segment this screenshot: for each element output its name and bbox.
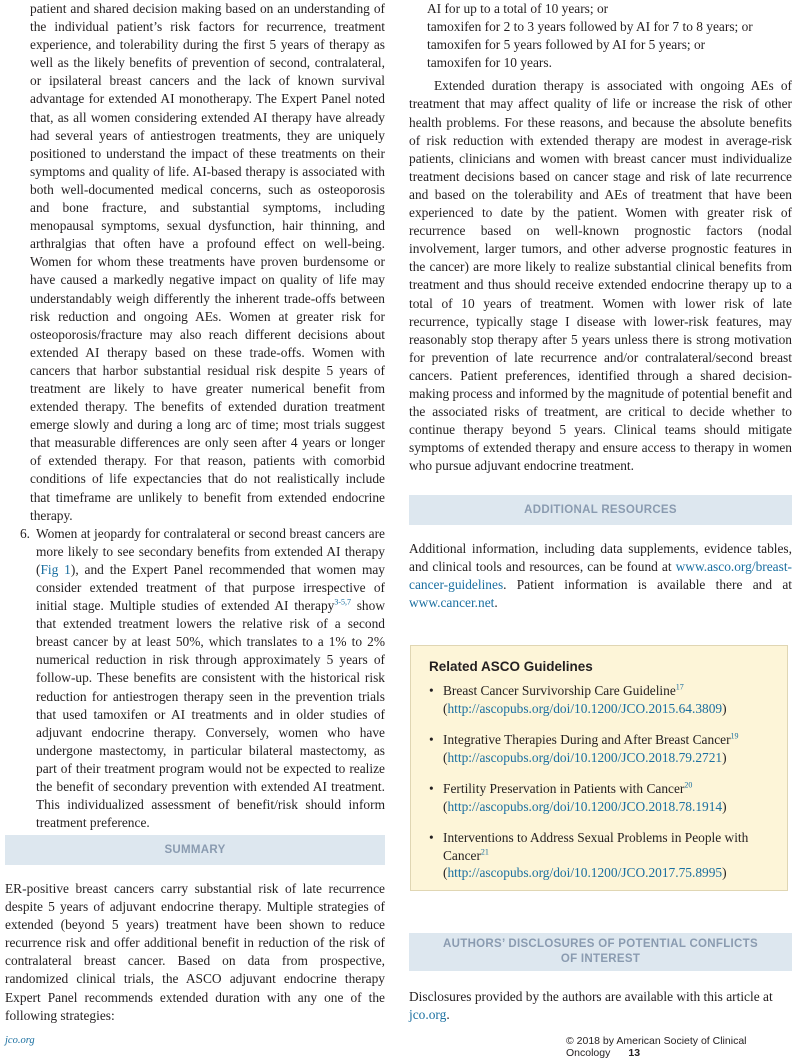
strategy-2: tamoxifen for 2 to 3 years followed by AI for 7 to 8 years; or: [427, 19, 753, 35]
strategy-4: tamoxifen for 10 years.: [427, 55, 552, 71]
summary-text: ER-positive breast cancers carry substantial risk of late recurrence despite 5 years of adjuvant endocrine therapy. Multiple strategies of extended (beyond 5 years) treatment have been shown to reduce recurrence risk and offer additional benefit in reduction of the risk of contralateral breast cancer. Based on data from prospective, randomized clinical trials, the ASCO adjuvant endocrine therapy Expert Panel recommends extended duration with any one of the following strategies:: [5, 881, 385, 1023]
disclosures-text: Disclosures provided by the authors are available with this article at jco.org.: [409, 989, 773, 1023]
related-guideline-item: • Fertility Preservation in Patients with Cancer$^{20}$ (http://ascopubs.org/doi/10.1200/JCO.2018.78.1914): [429, 780, 771, 815]
right-column: [409, 0, 792, 475]
strategy-3: tamoxifen for 5 years followed by AI for 5 years; or: [427, 37, 706, 53]
related-guidelines-list: [429, 682, 771, 882]
strategy-1: AI for up to a total of 10 years; or: [427, 1, 609, 16]
summary-section: [5, 880, 385, 1025]
related-guideline-item: • Breast Cancer Survivorship Care Guideline$^{17}$ (http://ascopubs.org/doi/10.1200/JCO.2015.64.3809): [429, 682, 771, 717]
related-guidelines-box: [410, 645, 788, 891]
guideline-link[interactable]: http://ascopubs.org/doi/10.1200/JCO.2017.75.8995: [447, 865, 723, 880]
related-guideline-item: • Integrative Therapies During and After Breast Cancer$^{19}$ (http://ascopubs.org/doi/10.1200/JCO.2018.79.2721): [429, 731, 771, 766]
related-guideline-item: • Interventions to Address Sexual Problems in People with Cancer$^{21}$ (http://ascopubs.org/doi/10.1200/JCO.2017.75.8995): [429, 829, 771, 882]
reference-superscript[interactable]: 3-5,7: [334, 597, 352, 607]
jco-link[interactable]: jco.org: [409, 1007, 447, 1023]
paragraph-item5-continued: patient and shared decision making based on an understanding of the individual patient’s risk factors for recurrence, treatment experience, and tolerability during the first 5 years of therapy as well as the likely benefits of prevention of second, contralateral, or ipsilateral breast cancers and the lack of known survival advantage for extended AI monotherapy. The Expert Panel noted that, as all women considering extended AI therapy have already had several years of antiestrogen treatments, they are uniquely positioned to understand the impact of these treatments on their symptoms and quality of life. AI-based therapy is associated with both well-documented medical concerns, such as osteoporosis and bone fracture, and substantial symptoms, including menopausal symptoms, sexual dysfunction, hair thinning, and arthralgias that often have a profound effect on well-being. Women for whom these treatments have proven burdensome or have caused a markedly negative impact on quality of life may understandably weigh differently the inherent trade-offs between risk reduction and ongoing AEs. Women at greater risk for osteoporosis/fracture may also reach different decisions about extended AI therapy based on these trade-offs. Women with cancers that harbor substantial residual risk despite 5 years of treatment are likely to have greater numerical benefit from extended therapy. The benefits of extended duration treatment emerge slowly and during a long arc of time; most trials suggest that measurable differences are only seen after 4 years or longer of extended therapy. For that reason, patients with comorbid conditions of life expectancies that do not realistically include that timeframe are unlikely to benefit from extended endocrine therapy.: [30, 1, 385, 523]
list-item-6: [5, 525, 385, 833]
guideline-link[interactable]: http://ascopubs.org/doi/10.1200/JCO.2018.78.1914: [447, 798, 723, 814]
resources-section: [409, 540, 792, 612]
left-column: [5, 0, 385, 832]
reference-superscript[interactable]: 20: [684, 780, 693, 790]
paragraph-extended-duration: Extended duration therapy is associated with ongoing AEs of treatment that may affect quality of life or increase the risk of other health problems. For these reasons, and because the absolute benefits of risk reduction with extended therapy are modest in average-risk patients, clinicians and women with breast cancer must individualize treatment decisions based on cancer stage and risk of late recurrence and based on the tolerability and AEs of treatment that have been experienced to date by the patient. Women with greater risk of recurrence based on well-known prognostic factors (nodal involvement, larger tumors, and other adverse prognostic features in the cancer) are more likely to realize substantial clinical benefits from treatment and thus should receive extended endocrine therapy up to a total of 10 years of treatment. Women with lower risk of late recurrence, typically stage I disease with lower-risk features, may reasonably stop therapy after 5 years unless there is strong motivation for prevention of late recurrence and/or contralateral/second breast cancers. Patient preferences, identified through a shared decision-making process and informed by the magnitude of potential benefit and the associated risks of treatment, are critical to decide whether to continue therapy beyond 5 years. Clinical teams should mitigate symptoms of extended therapy and ensure access to therapy in women who pursue adjuvant endocrine treatment.: [409, 78, 793, 474]
additional-resources-heading: ADDITIONAL RESOURCES: [409, 495, 792, 525]
disclosures-heading: [409, 933, 792, 971]
footer-journal-link[interactable]: jco.org: [5, 1035, 35, 1046]
item-number: 6.: [19, 525, 30, 541]
figure-1-link[interactable]: Fig 1: [40, 561, 71, 577]
guideline-link[interactable]: http://ascopubs.org/doi/10.1200/JCO.2018.79.2721: [447, 749, 723, 765]
reference-superscript[interactable]: 19: [730, 731, 739, 741]
reference-superscript[interactable]: 17: [675, 682, 684, 692]
footer-copyright: [566, 1035, 794, 1059]
summary-heading: SUMMARY: [5, 835, 385, 865]
resources-text: Additional information, including data supplements, evidence tables, and clinical tools and resources, can be found at www.asco.org/breast-cancer-guidelines. Patient information is available there and at www.cancer.net.: [409, 541, 792, 611]
asco-guidelines-link[interactable]: www.asco.org/breast-cancer-guidelines: [409, 559, 792, 593]
related-guidelines-title: Related ASCO Guidelines: [429, 659, 593, 674]
disclosures-heading-line-2: OF INTEREST: [560, 953, 641, 965]
cancer-net-link[interactable]: www.cancer.net: [409, 595, 495, 611]
copyright-text: © 2018 by American Society of Clinical Oncology: [566, 1035, 747, 1059]
disclosures-heading-line-1: AUTHORS’ DISCLOSURES OF POTENTIAL CONFLICTS: [443, 938, 758, 950]
item-6-text: Women at jeopardy for contralateral or second breast cancers are more likely to see secondary benefits from extended AI therapy (Fig 1), and the Expert Panel recommended that women may consider extended treatment of that purpose irrespective of initial stage. Multiple studies of extended AI therapy$^{3-5,7}$ show that extended treatment lowers the relative risk of a second breast cancer by at least 50%, which translates to a 1% to 2% numerical reduction in risk through approximately 5 years of follow-up. These benefits are consistent with the historical risk reduction for antiestrogen therapy seen in the prevention trials that used tamoxifen or AI treatments and in older studies of adjuvant endocrine therapy. Conversely, women who have undergone mastectomy, in particular bilateral mastectomy, as part of their treatment program would not be expected to realize the benefit of secondary prevention with extended AI treatment. This individualized assessment of benefit/risk should inform treatment preference.: [36, 525, 385, 831]
disclosures-section: [409, 988, 792, 1024]
guideline-link[interactable]: http://ascopubs.org/doi/10.1200/JCO.2015.64.3809: [447, 700, 723, 716]
page-number: 13: [628, 1047, 641, 1059]
reference-superscript[interactable]: 21: [480, 847, 489, 857]
